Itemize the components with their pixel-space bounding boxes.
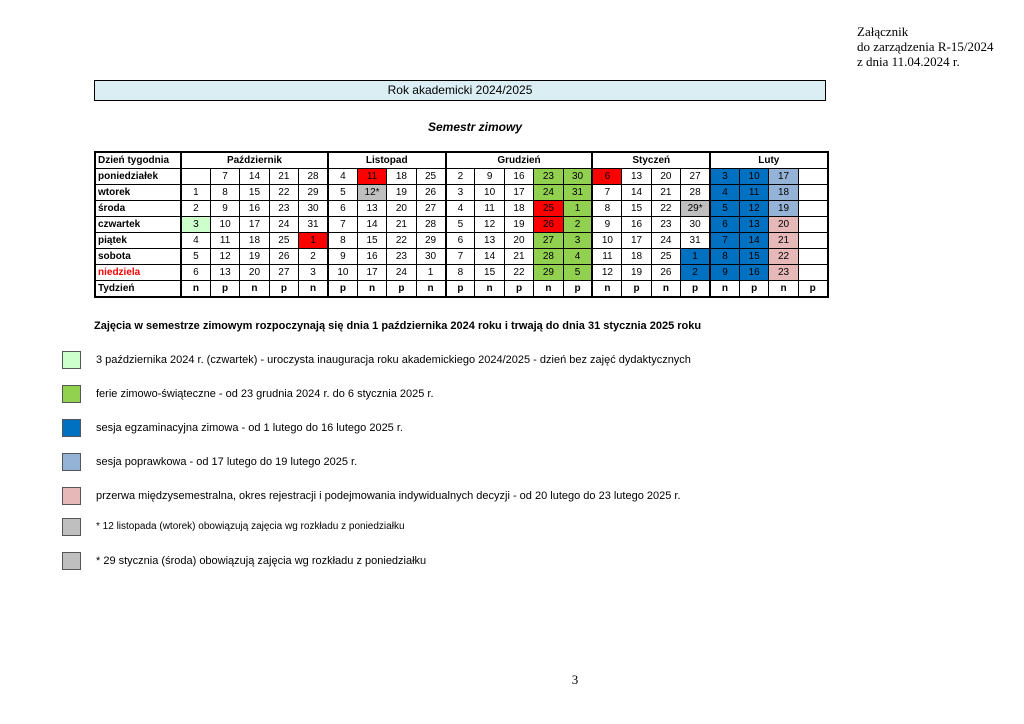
week-type-cell: n bbox=[534, 281, 563, 298]
legend-text: * 29 stycznia (środa) obowiązują zajęcia wg rozkładu z poniedziałku bbox=[96, 555, 427, 567]
day-cell: 21 bbox=[269, 169, 298, 185]
day-cell: 23 bbox=[769, 265, 798, 281]
day-cell: 28 bbox=[681, 185, 710, 201]
weekday-label: wtorek bbox=[95, 185, 181, 201]
semester-info-text: Zajęcia w semestrze zimowym rozpoczynają się dnia 1 października 2024 roku i trwają do dnia 31 stycznia 2025 roku bbox=[94, 320, 702, 332]
day-cell: 26 bbox=[651, 265, 680, 281]
weekday-row bbox=[95, 185, 828, 201]
day-cell: 2 bbox=[681, 265, 710, 281]
day-cell: 28 bbox=[534, 249, 563, 265]
day-cell: 7 bbox=[710, 233, 739, 249]
day-cell: 20 bbox=[769, 217, 798, 233]
week-type-cell: n bbox=[299, 281, 328, 298]
academic-year-title: Rok akademicki 2024/2025 bbox=[94, 80, 826, 101]
day-cell: 12 bbox=[592, 265, 621, 281]
day-cell: 16 bbox=[240, 201, 269, 217]
week-type-cell: n bbox=[475, 281, 504, 298]
week-type-cell: n bbox=[592, 281, 621, 298]
day-cell: 9 bbox=[475, 169, 504, 185]
day-cell: 16 bbox=[504, 169, 533, 185]
day-cell: 6 bbox=[446, 233, 475, 249]
weekday-row bbox=[95, 217, 828, 233]
day-cell: 27 bbox=[681, 169, 710, 185]
legend-text: sesja egzaminacyjna zimowa - od 1 lutego do 16 lutego 2025 r. bbox=[96, 422, 403, 434]
weekday-label: sobota bbox=[95, 249, 181, 265]
day-cell bbox=[798, 233, 827, 249]
annex-line-1: Załącznik bbox=[857, 24, 909, 39]
day-cell: 9 bbox=[210, 201, 239, 217]
semester-calendar-table bbox=[94, 151, 829, 298]
day-cell: 2 bbox=[299, 249, 328, 265]
week-type-cell: n bbox=[240, 281, 269, 298]
day-cell: 5 bbox=[563, 265, 592, 281]
day-cell: 31 bbox=[563, 185, 592, 201]
day-cell: 19 bbox=[622, 265, 651, 281]
day-cell: 30 bbox=[416, 249, 445, 265]
day-cell: 14 bbox=[240, 169, 269, 185]
day-cell: 3 bbox=[299, 265, 328, 281]
day-cell: 14 bbox=[475, 249, 504, 265]
day-cell: 4 bbox=[563, 249, 592, 265]
day-cell: 22 bbox=[504, 265, 533, 281]
day-cell: 2 bbox=[563, 217, 592, 233]
day-cell: 7 bbox=[446, 249, 475, 265]
day-cell: 12 bbox=[739, 201, 768, 217]
day-cell: 16 bbox=[739, 265, 768, 281]
day-cell: 8 bbox=[210, 185, 239, 201]
weekday-label: piątek bbox=[95, 233, 181, 249]
day-cell: 27 bbox=[534, 233, 563, 249]
day-cell: 6 bbox=[181, 265, 210, 281]
day-cell: 1 bbox=[681, 249, 710, 265]
day-cell: 20 bbox=[651, 169, 680, 185]
day-cell: 23 bbox=[269, 201, 298, 217]
week-type-cell: n bbox=[357, 281, 386, 298]
week-type-cell: n bbox=[181, 281, 210, 298]
day-cell: 4 bbox=[710, 185, 739, 201]
day-cell: 4 bbox=[328, 169, 357, 185]
day-cell: 29 bbox=[299, 185, 328, 201]
day-cell: 30 bbox=[299, 201, 328, 217]
day-cell: 19 bbox=[769, 201, 798, 217]
day-cell: 21 bbox=[504, 249, 533, 265]
day-cell: 17 bbox=[504, 185, 533, 201]
day-cell: 6 bbox=[328, 201, 357, 217]
day-cell: 20 bbox=[504, 233, 533, 249]
day-cell: 5 bbox=[710, 201, 739, 217]
day-cell bbox=[798, 169, 827, 185]
semester-title: Semestr zimowy bbox=[427, 120, 523, 134]
day-cell: 26 bbox=[269, 249, 298, 265]
day-cell bbox=[798, 185, 827, 201]
day-cell: 15 bbox=[622, 201, 651, 217]
week-label: Tydzień bbox=[95, 281, 181, 298]
legend-swatch bbox=[62, 419, 81, 437]
legend-text: * 12 listopada (wtorek) obowiązują zajęcia wg rozkładu z poniedziałku bbox=[96, 521, 405, 532]
day-cell: 10 bbox=[328, 265, 357, 281]
day-cell: 8 bbox=[710, 249, 739, 265]
day-cell: 1 bbox=[563, 201, 592, 217]
annex-header bbox=[857, 24, 993, 69]
day-cell: 16 bbox=[622, 217, 651, 233]
day-cell: 12 bbox=[210, 249, 239, 265]
week-type-cell: p bbox=[798, 281, 827, 298]
day-cell: 21 bbox=[387, 217, 416, 233]
day-cell bbox=[798, 217, 827, 233]
day-cell: 3 bbox=[710, 169, 739, 185]
day-cell: 10 bbox=[592, 233, 621, 249]
weekday-column-header: Dzień tygodnia bbox=[95, 152, 181, 169]
day-cell: 11 bbox=[357, 169, 386, 185]
day-cell bbox=[798, 249, 827, 265]
day-cell: 18 bbox=[387, 169, 416, 185]
weekday-label: środa bbox=[95, 201, 181, 217]
annex-line-2: do zarządzenia R-15/2024 bbox=[857, 39, 994, 54]
weekday-label: czwartek bbox=[95, 217, 181, 233]
day-cell: 18 bbox=[769, 185, 798, 201]
day-cell: 11 bbox=[475, 201, 504, 217]
month-header: Luty bbox=[710, 152, 828, 169]
month-header: Listopad bbox=[328, 152, 446, 169]
day-cell: 22 bbox=[387, 233, 416, 249]
day-cell: 6 bbox=[710, 217, 739, 233]
day-cell: 14 bbox=[357, 217, 386, 233]
day-cell: 25 bbox=[416, 169, 445, 185]
week-type-cell: p bbox=[739, 281, 768, 298]
day-cell: 14 bbox=[622, 185, 651, 201]
day-cell: 15 bbox=[357, 233, 386, 249]
day-cell: 25 bbox=[269, 233, 298, 249]
day-cell: 18 bbox=[622, 249, 651, 265]
day-cell: 3 bbox=[563, 233, 592, 249]
day-cell: 24 bbox=[387, 265, 416, 281]
day-cell: 10 bbox=[475, 185, 504, 201]
weekday-row bbox=[95, 201, 828, 217]
day-cell: 30 bbox=[681, 217, 710, 233]
day-cell: 24 bbox=[269, 217, 298, 233]
day-cell: 27 bbox=[269, 265, 298, 281]
day-cell: 8 bbox=[446, 265, 475, 281]
day-cell bbox=[798, 201, 827, 217]
weekday-row bbox=[95, 249, 828, 265]
day-cell: 12 bbox=[475, 217, 504, 233]
day-cell: 20 bbox=[387, 201, 416, 217]
day-cell: 31 bbox=[299, 217, 328, 233]
day-cell: 11 bbox=[739, 185, 768, 201]
day-cell: 9 bbox=[328, 249, 357, 265]
week-type-cell: n bbox=[710, 281, 739, 298]
day-cell: 28 bbox=[299, 169, 328, 185]
month-header: Grudzień bbox=[446, 152, 593, 169]
day-cell: 18 bbox=[240, 233, 269, 249]
page-number: 3 bbox=[571, 672, 579, 687]
week-type-cell: p bbox=[446, 281, 475, 298]
weekday-row bbox=[95, 169, 828, 185]
week-type-cell: p bbox=[328, 281, 357, 298]
day-cell: 3 bbox=[446, 185, 475, 201]
day-cell: 2 bbox=[446, 169, 475, 185]
week-type-cell: p bbox=[622, 281, 651, 298]
day-cell: 4 bbox=[446, 201, 475, 217]
day-cell: 7 bbox=[210, 169, 239, 185]
day-cell: 5 bbox=[328, 185, 357, 201]
day-cell: 10 bbox=[739, 169, 768, 185]
weekday-row bbox=[95, 233, 828, 249]
day-cell: 7 bbox=[592, 185, 621, 201]
day-cell: 19 bbox=[387, 185, 416, 201]
week-type-cell: p bbox=[504, 281, 533, 298]
month-header: Styczeń bbox=[592, 152, 710, 169]
day-cell: 22 bbox=[651, 201, 680, 217]
day-cell: 15 bbox=[475, 265, 504, 281]
day-cell: 14 bbox=[739, 233, 768, 249]
day-cell: 13 bbox=[739, 217, 768, 233]
weekday-label: poniedziałek bbox=[95, 169, 181, 185]
day-cell: 11 bbox=[210, 233, 239, 249]
week-type-cell: n bbox=[416, 281, 445, 298]
day-cell: 15 bbox=[739, 249, 768, 265]
legend-swatch bbox=[62, 518, 81, 536]
week-type-cell: p bbox=[563, 281, 592, 298]
day-cell: 13 bbox=[357, 201, 386, 217]
day-cell: 23 bbox=[651, 217, 680, 233]
legend-swatch bbox=[62, 487, 81, 505]
day-cell: 17 bbox=[769, 169, 798, 185]
day-cell: 19 bbox=[504, 217, 533, 233]
day-cell: 29 bbox=[416, 233, 445, 249]
day-cell: 28 bbox=[416, 217, 445, 233]
month-header: Październik bbox=[181, 152, 328, 169]
day-cell: 6 bbox=[592, 169, 621, 185]
day-cell: 19 bbox=[240, 249, 269, 265]
day-cell: 9 bbox=[592, 217, 621, 233]
day-cell: 29 bbox=[534, 265, 563, 281]
day-cell: 24 bbox=[651, 233, 680, 249]
day-cell: 17 bbox=[622, 233, 651, 249]
day-cell: 25 bbox=[651, 249, 680, 265]
day-cell: 18 bbox=[504, 201, 533, 217]
day-cell: 1 bbox=[299, 233, 328, 249]
day-cell: 8 bbox=[328, 233, 357, 249]
week-type-cell: p bbox=[210, 281, 239, 298]
day-cell: 3 bbox=[181, 217, 210, 233]
day-cell: 5 bbox=[181, 249, 210, 265]
day-cell: 23 bbox=[534, 169, 563, 185]
legend-text: sesja poprawkowa - od 17 lutego do 19 lutego 2025 r. bbox=[96, 456, 358, 468]
week-type-cell: p bbox=[681, 281, 710, 298]
legend-text: 3 października 2024 r. (czwartek) - uroczysta inauguracja roku akademickiego 2024/2025 - dzień bez zajęć dydaktycznych bbox=[96, 354, 691, 366]
legend-text: ferie zimowo-świąteczne - od 23 grudnia 2024 r. do 6 stycznia 2025 r. bbox=[96, 388, 434, 400]
day-cell: 17 bbox=[357, 265, 386, 281]
day-cell: 21 bbox=[651, 185, 680, 201]
week-type-cell: p bbox=[269, 281, 298, 298]
day-cell: 26 bbox=[416, 185, 445, 201]
day-cell: 22 bbox=[769, 249, 798, 265]
day-cell: 31 bbox=[681, 233, 710, 249]
day-cell: 13 bbox=[622, 169, 651, 185]
day-cell: 29* bbox=[681, 201, 710, 217]
legend-swatch bbox=[62, 385, 81, 403]
day-cell: 22 bbox=[269, 185, 298, 201]
day-cell: 25 bbox=[534, 201, 563, 217]
day-cell bbox=[181, 169, 210, 185]
day-cell: 13 bbox=[210, 265, 239, 281]
day-cell: 9 bbox=[710, 265, 739, 281]
annex-line-3: z dnia 11.04.2024 r. bbox=[857, 54, 960, 69]
weekday-label: niedziela bbox=[95, 265, 181, 281]
week-row bbox=[95, 281, 828, 298]
legend-swatch bbox=[62, 351, 81, 369]
day-cell: 27 bbox=[416, 201, 445, 217]
week-type-cell: n bbox=[769, 281, 798, 298]
day-cell: 5 bbox=[446, 217, 475, 233]
legend-text: przerwa międzysemestralna, okres rejestracji i podejmowania indywidualnych decyzji - od 20 lutego do 23 lutego 2025 r. bbox=[96, 490, 681, 502]
day-cell: 26 bbox=[534, 217, 563, 233]
day-cell: 4 bbox=[181, 233, 210, 249]
day-cell: 15 bbox=[240, 185, 269, 201]
day-cell: 8 bbox=[592, 201, 621, 217]
weekday-row bbox=[95, 265, 828, 281]
day-cell: 11 bbox=[592, 249, 621, 265]
day-cell: 1 bbox=[181, 185, 210, 201]
week-type-cell: p bbox=[387, 281, 416, 298]
week-type-cell: n bbox=[651, 281, 680, 298]
day-cell: 20 bbox=[240, 265, 269, 281]
day-cell: 17 bbox=[240, 217, 269, 233]
day-cell: 10 bbox=[210, 217, 239, 233]
day-cell: 30 bbox=[563, 169, 592, 185]
legend-swatch bbox=[62, 453, 81, 471]
day-cell: 13 bbox=[475, 233, 504, 249]
day-cell bbox=[798, 265, 827, 281]
legend-swatch bbox=[62, 552, 81, 570]
day-cell: 1 bbox=[416, 265, 445, 281]
day-cell: 7 bbox=[328, 217, 357, 233]
day-cell: 12* bbox=[357, 185, 386, 201]
day-cell: 2 bbox=[181, 201, 210, 217]
day-cell: 23 bbox=[387, 249, 416, 265]
day-cell: 24 bbox=[534, 185, 563, 201]
day-cell: 16 bbox=[357, 249, 386, 265]
calendar-header-row bbox=[95, 152, 828, 169]
day-cell: 21 bbox=[769, 233, 798, 249]
